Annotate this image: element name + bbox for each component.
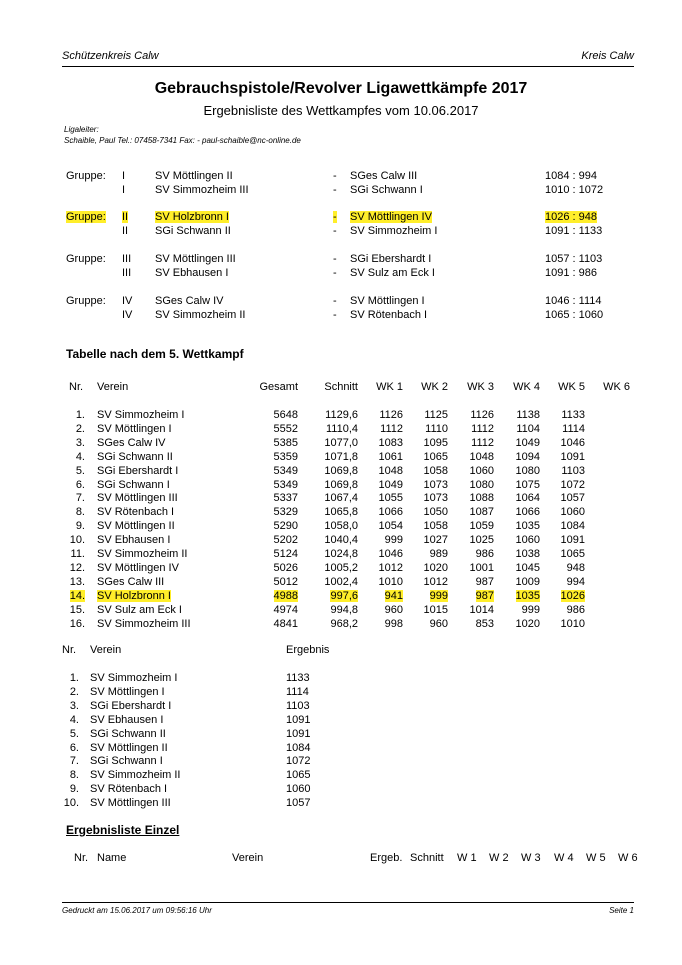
results-rank: 4. xyxy=(69,713,79,726)
standings-value: 5329 xyxy=(273,506,298,519)
standings-rank: 7. xyxy=(75,492,85,505)
standings-value: 1057 xyxy=(560,492,585,505)
standings-value: 1112 xyxy=(471,436,494,449)
match-group-number: IV xyxy=(122,309,133,321)
col-header-verein: Verein xyxy=(90,644,122,656)
standings-value: 986 xyxy=(475,548,494,560)
standings-value: 1060 xyxy=(469,464,494,477)
match-score: 1057 : 1103 xyxy=(545,253,603,265)
standings-value: 4974 xyxy=(273,603,298,616)
standings-rank: 15. xyxy=(69,603,85,616)
standings-rank: 13. xyxy=(69,575,85,588)
standings-value: 1112 xyxy=(471,422,494,435)
einzel-heading: Ergebnisliste Einzel xyxy=(66,823,180,837)
match-score: 1026 : 948 xyxy=(545,211,597,223)
col-header-verein: Verein xyxy=(97,381,129,393)
results-rank: 8. xyxy=(69,769,79,782)
standings-value: 1027 xyxy=(423,534,448,547)
standings-value: 1005,2 xyxy=(324,561,358,574)
einzel-col-name: Name xyxy=(97,852,127,864)
standings-value: 1069,8 xyxy=(324,464,358,477)
standings-value: 1015 xyxy=(423,603,448,616)
match-score: 1065 : 1060 xyxy=(545,309,604,321)
standings-value: 1058 xyxy=(423,520,448,533)
standings-value: 1058,0 xyxy=(324,520,358,533)
standings-value: 5349 xyxy=(273,478,298,491)
results-score: 1065 xyxy=(286,769,311,782)
standings-rank: 4. xyxy=(75,450,85,463)
standings-value: 1061 xyxy=(378,450,403,463)
match-separator: - xyxy=(333,211,337,223)
standings-value: 1060 xyxy=(515,534,540,547)
match-group-number: III xyxy=(122,267,132,279)
standings-value: 1064 xyxy=(515,492,540,505)
standings-value: 1133 xyxy=(561,409,585,421)
standings-rank: 8. xyxy=(75,506,85,519)
match-away-team: SV Möttlingen I xyxy=(350,295,425,307)
match-home-team: SV Möttlingen II xyxy=(155,170,233,182)
standings-rank: 12. xyxy=(69,561,85,574)
standings-value: 1075 xyxy=(515,478,540,491)
results-club: SV Ebhausen I xyxy=(90,713,164,726)
standings-value: 968,2 xyxy=(330,617,358,630)
einzel-col-w4: W 4 xyxy=(554,852,574,864)
results-club: SV Simmozheim II xyxy=(90,769,181,782)
results-rank: 9. xyxy=(69,783,79,796)
results-score: 1114 xyxy=(286,685,309,698)
results-club: SV Möttlingen II xyxy=(90,741,168,754)
match-home-team: SGi Schwann II xyxy=(155,225,231,237)
standings-value: 1040,4 xyxy=(324,534,358,547)
standings-value: 1048 xyxy=(378,464,403,477)
results-score: 1057 xyxy=(286,797,311,810)
standings-value: 994 xyxy=(566,575,585,588)
standings-rank: 5. xyxy=(75,464,85,477)
col-header-ergebnis: Ergebnis xyxy=(286,644,330,656)
standings-value: 1126 xyxy=(470,409,494,421)
standings-value: 1077,0 xyxy=(324,436,358,449)
standings-value: 1083 xyxy=(378,436,403,449)
standings-value: 987 xyxy=(475,575,494,588)
standings-value: 999 xyxy=(521,603,540,616)
standings-club: SV Möttlingen II xyxy=(97,520,175,533)
standings-value: 1020 xyxy=(515,617,540,630)
standings-value: 1012 xyxy=(378,561,403,574)
standings-value: 1073 xyxy=(423,478,448,491)
standings-value: 1066 xyxy=(378,506,403,519)
standings-value: 986 xyxy=(566,603,585,616)
match-score: 1084 : 994 xyxy=(545,170,597,182)
results-score: 1133 xyxy=(286,672,310,684)
standings-club: SV Holzbronn I xyxy=(97,589,171,602)
standings-value: 1065,8 xyxy=(324,506,358,519)
einzel-col-schnitt: Schnitt xyxy=(410,852,444,864)
einzel-col-w5: W 5 xyxy=(586,852,606,864)
results-score: 1072 xyxy=(286,755,311,768)
standings-value: 4988 xyxy=(273,589,298,602)
standings-value: 5012 xyxy=(273,575,298,588)
match-separator: - xyxy=(333,184,337,196)
standings-club: SGes Calw IV xyxy=(97,436,166,449)
standings-value: 1073 xyxy=(423,492,448,505)
standings-value: 1012 xyxy=(423,575,448,588)
col-header-wk6: WK 6 xyxy=(603,381,630,393)
match-separator: - xyxy=(333,170,337,182)
standings-club: SV Möttlingen III xyxy=(97,492,178,505)
results-rank: 2. xyxy=(69,685,79,698)
einzel-col-w1: W 1 xyxy=(457,852,477,864)
match-away-team: SV Simmozheim I xyxy=(350,225,438,237)
standings-value: 1025 xyxy=(469,534,494,547)
results-score: 1091 xyxy=(286,713,311,726)
match-separator: - xyxy=(333,253,337,265)
einzel-col-w3: W 3 xyxy=(521,852,541,864)
footer-rule xyxy=(62,902,634,903)
page-title: Gebrauchspistole/Revolver Ligawettkämpfe 2017 xyxy=(154,80,528,97)
standings-value: 1046 xyxy=(378,548,403,560)
results-score: 1091 xyxy=(286,727,311,740)
header-right: Kreis Calw xyxy=(581,50,634,62)
results-club: SV Rötenbach I xyxy=(90,783,168,796)
match-home-team: SV Möttlingen III xyxy=(155,253,236,265)
col-header-wk5: WK 5 xyxy=(558,381,585,393)
match-home-team: SV Simmozheim III xyxy=(155,184,249,196)
standings-value: 1126 xyxy=(379,409,403,421)
standings-value: 5349 xyxy=(273,464,298,477)
standings-value: 1024,8 xyxy=(324,548,358,560)
standings-club: SV Simmozheim III xyxy=(97,617,191,630)
match-separator: - xyxy=(333,225,337,237)
standings-rank: 2. xyxy=(75,422,85,435)
match-score: 1010 : 1072 xyxy=(545,184,604,196)
standings-value: 960 xyxy=(429,617,448,630)
standings-value: 4841 xyxy=(273,617,298,630)
results-rank: 7. xyxy=(69,755,79,768)
ligaleiter-label: Ligaleiter: xyxy=(64,125,99,134)
col-header-schnitt: Schnitt xyxy=(324,381,358,393)
page-subtitle: Ergebnisliste des Wettkampfes vom 10.06.2017 xyxy=(203,103,479,118)
standings-value: 1087 xyxy=(469,506,494,519)
match-group-number: II xyxy=(122,225,129,237)
standings-value: 853 xyxy=(475,617,494,630)
standings-value: 1045 xyxy=(515,561,540,574)
standings-value: 1065 xyxy=(423,450,448,463)
standings-club: SV Möttlingen IV xyxy=(97,561,179,574)
standings-value: 1091 xyxy=(560,534,585,547)
results-club: SGi Ebershardt I xyxy=(90,699,172,712)
standings-value: 1125 xyxy=(424,409,448,421)
match-group-label: Gruppe: xyxy=(66,295,106,307)
match-away-team: SV Möttlingen IV xyxy=(350,211,432,223)
header-rule xyxy=(62,66,634,67)
standings-value: 1066 xyxy=(515,506,540,519)
standings-value: 1001 xyxy=(469,561,494,574)
col-header-wk2: WK 2 xyxy=(421,381,448,393)
standings-value: 1010 xyxy=(560,617,585,630)
header-left: Schützenkreis Calw xyxy=(62,50,159,62)
results-club: SV Simmozheim I xyxy=(90,672,178,684)
standings-value: 1072 xyxy=(560,478,585,491)
standings-value: 948 xyxy=(566,561,585,574)
standings-value: 1059 xyxy=(469,520,494,533)
standings-value: 1103 xyxy=(561,464,585,477)
results-club: SV Möttlingen III xyxy=(90,797,171,810)
standings-rank: 1. xyxy=(75,409,85,421)
standings-value: 998 xyxy=(384,617,403,630)
standings-rank: 14. xyxy=(69,589,85,602)
standings-value: 989 xyxy=(429,548,448,560)
standings-value: 5552 xyxy=(273,422,298,435)
standings-value: 1112 xyxy=(380,422,403,435)
standings-value: 1071,8 xyxy=(324,450,358,463)
col-header-wk3: WK 3 xyxy=(467,381,494,393)
standings-value: 1080 xyxy=(515,464,540,477)
match-group-number: I xyxy=(122,170,126,182)
standings-value: 1095 xyxy=(423,436,448,449)
match-separator: - xyxy=(333,267,337,279)
standings-rank: 6. xyxy=(75,478,85,491)
standings-rank: 11. xyxy=(70,548,85,560)
standings-value: 994,8 xyxy=(330,603,358,616)
results-rank: 1. xyxy=(69,672,79,684)
standings-value: 1104 xyxy=(516,422,540,435)
match-score: 1091 : 986 xyxy=(545,267,597,279)
standings-value: 5290 xyxy=(273,520,298,533)
col-header-nr: Nr. xyxy=(69,381,84,393)
standings-value: 1038 xyxy=(515,548,540,560)
standings-club: SV Ebhausen I xyxy=(97,534,171,547)
results-score: 1084 xyxy=(286,741,311,754)
standings-value: 1055 xyxy=(378,492,403,505)
standings-value: 1009 xyxy=(515,575,540,588)
standings-value: 5202 xyxy=(273,534,298,547)
match-score: 1046 : 1114 xyxy=(545,295,602,307)
match-score: 1091 : 1133 xyxy=(545,225,603,237)
match-group-number: IV xyxy=(122,295,133,307)
standings-value: 1049 xyxy=(378,478,403,491)
results-club: SV Möttlingen I xyxy=(90,685,165,698)
results-rank: 5. xyxy=(69,727,79,740)
match-group-label: Gruppe: xyxy=(66,211,106,223)
standings-value: 1088 xyxy=(469,492,494,505)
standings-value: 1049 xyxy=(515,436,540,449)
standings-club: SGi Ebershardt I xyxy=(97,464,179,477)
print-date: Gedruckt am 15.06.2017 um 09:56:16 Uhr xyxy=(62,906,212,915)
standings-rank: 3. xyxy=(75,436,85,449)
standings-value: 1048 xyxy=(469,450,494,463)
einzel-col-ergeb: Ergeb. xyxy=(370,852,403,864)
standings-value: 1114 xyxy=(562,422,585,435)
match-away-team: SV Sulz am Eck I xyxy=(350,267,435,279)
results-rank: 3. xyxy=(69,699,79,712)
standings-club: SV Simmozheim I xyxy=(97,409,185,421)
match-separator: - xyxy=(333,309,337,321)
standings-value: 1091 xyxy=(560,450,585,463)
standings-club: SGes Calw III xyxy=(97,575,165,588)
standings-value: 1050 xyxy=(423,506,448,519)
standings-value: 1002,4 xyxy=(324,575,358,588)
results-rank: 6. xyxy=(69,741,79,754)
standings-value: 5385 xyxy=(273,436,298,449)
match-away-team: SV Rötenbach I xyxy=(350,309,428,321)
standings-value: 1094 xyxy=(515,450,540,463)
standings-value: 1067,4 xyxy=(324,492,358,505)
einzel-col-nr: Nr. xyxy=(74,852,89,864)
standings-value: 1020 xyxy=(423,561,448,574)
standings-value: 1046 xyxy=(560,436,585,449)
standings-value: 5359 xyxy=(273,450,298,463)
einzel-col-w2: W 2 xyxy=(489,852,509,864)
standings-value: 941 xyxy=(384,589,403,602)
standings-value: 1069,8 xyxy=(324,478,358,491)
standings-club: SV Sulz am Eck I xyxy=(97,603,182,616)
match-group-number: I xyxy=(122,184,126,196)
match-group-label: Gruppe: xyxy=(66,170,106,182)
standings-value: 1014 xyxy=(469,603,494,616)
standings-value: 1129,6 xyxy=(325,409,358,421)
standings-value: 5337 xyxy=(273,492,298,505)
einzel-col-verein: Verein xyxy=(232,852,264,864)
results-score: 1060 xyxy=(286,783,311,796)
standings-value: 1084 xyxy=(560,520,585,533)
col-header-wk1: WK 1 xyxy=(376,381,403,393)
match-home-team: SV Ebhausen I xyxy=(155,267,229,279)
standings-club: SV Simmozheim II xyxy=(97,548,188,560)
col-header-gesamt: Gesamt xyxy=(259,381,298,393)
standings-value: 1010 xyxy=(378,575,403,588)
standings-value: 999 xyxy=(384,534,403,547)
results-score: 1103 xyxy=(286,699,310,712)
standings-value: 999 xyxy=(429,589,448,602)
match-separator: - xyxy=(333,295,337,307)
standings-value: 1110,4 xyxy=(325,422,358,435)
match-away-team: SGes Calw III xyxy=(350,170,418,182)
standings-value: 1080 xyxy=(469,478,494,491)
standings-club: SGi Schwann I xyxy=(97,478,170,491)
standings-rank: 10. xyxy=(69,534,85,547)
match-group-number: II xyxy=(122,211,129,223)
standings-value: 5124 xyxy=(273,548,298,560)
match-away-team: SGi Schwann I xyxy=(350,184,423,196)
standings-value: 5026 xyxy=(273,561,298,574)
match-away-team: SGi Ebershardt I xyxy=(350,253,432,265)
standings-value: 1035 xyxy=(515,589,540,602)
ligaleiter-contact: Schaible, Paul Tel.: 07458-7341 Fax: - paul-schaible@nc-online.de xyxy=(64,136,301,145)
standings-club: SGi Schwann II xyxy=(97,450,173,463)
match-home-team: SGes Calw IV xyxy=(155,295,224,307)
standings-club: SV Möttlingen I xyxy=(97,422,172,435)
standings-rank: 9. xyxy=(75,520,85,533)
match-group-number: III xyxy=(122,253,132,265)
col-header-wk4: WK 4 xyxy=(513,381,540,393)
standings-value: 1110 xyxy=(425,422,448,435)
standings-rank: 16. xyxy=(69,617,85,630)
match-group-label: Gruppe: xyxy=(66,253,106,265)
standings-club: SV Rötenbach I xyxy=(97,506,175,519)
results-club: SGi Schwann II xyxy=(90,727,166,740)
standings-value: 5648 xyxy=(273,409,298,421)
results-rank: 10. xyxy=(63,797,79,810)
standings-value: 1065 xyxy=(560,548,585,560)
standings-value: 1058 xyxy=(423,464,448,477)
standings-value: 1060 xyxy=(560,506,585,519)
standings-value: 1138 xyxy=(516,409,540,421)
page-number: Seite 1 xyxy=(609,906,634,915)
standings-value: 1035 xyxy=(515,520,540,533)
standings-value: 987 xyxy=(475,589,494,602)
standings-value: 960 xyxy=(384,603,403,616)
standings-value: 1026 xyxy=(560,589,585,602)
einzel-col-w6: W 6 xyxy=(618,852,638,864)
results-club: SGi Schwann I xyxy=(90,755,163,768)
col-header-nr: Nr. xyxy=(62,644,77,656)
standings-value: 1054 xyxy=(378,520,403,533)
match-home-team: SV Holzbronn I xyxy=(155,211,229,223)
standings-value: 997,6 xyxy=(330,589,358,602)
match-home-team: SV Simmozheim II xyxy=(155,309,246,321)
table-heading: Tabelle nach dem 5. Wettkampf xyxy=(66,347,244,361)
